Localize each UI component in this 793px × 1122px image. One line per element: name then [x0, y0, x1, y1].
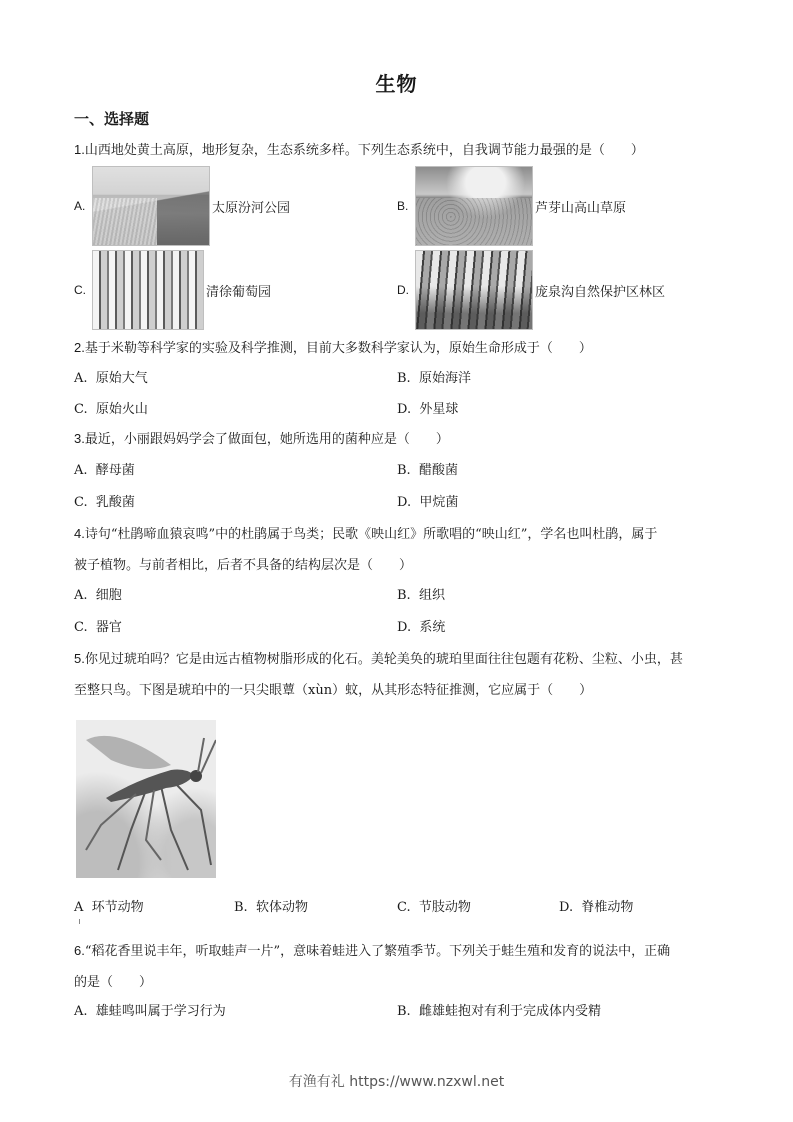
- option-letter: C.: [74, 402, 88, 417]
- question-text-line1: 你见过琥珀吗？它是由远古植物树脂形成的化石。美轮美奂的琥珀里面往往包题有花粉、尘粒、小虫，甚: [84, 652, 683, 667]
- option-caption: 太原汾河公园: [212, 200, 291, 216]
- option-text: 组织: [418, 588, 445, 603]
- question-text: 基于米勒等科学家的实验及科学推测，目前大多数科学家认为，原始生命形成于（ ）: [84, 341, 592, 356]
- option-text: 醋酸菌: [418, 463, 458, 478]
- option-4c: [74, 618, 122, 638]
- option-letter: D.: [397, 283, 409, 297]
- question-number: 1.: [74, 142, 85, 157]
- question-number: 2.: [74, 340, 85, 355]
- option-text: 细胞: [95, 588, 122, 603]
- option-text: 器官: [95, 620, 122, 635]
- option-letter: A.: [74, 1004, 88, 1019]
- option-text: 雄蛙鸣叫属于学习行为: [95, 1004, 226, 1019]
- option-letter: A: [74, 900, 84, 915]
- option-2d: [397, 400, 458, 420]
- option-text: 外星球: [419, 402, 459, 417]
- forest-reserve-photo: [415, 250, 533, 330]
- option-3c: [74, 493, 135, 513]
- option-1d: [397, 250, 665, 330]
- option-letter: A.: [74, 588, 88, 603]
- option-text: 软体动物: [255, 900, 308, 915]
- option-caption: 庞泉沟自然保护区林区: [535, 284, 666, 300]
- option-6a: [74, 1002, 226, 1022]
- option-letter: C.: [74, 495, 88, 510]
- option-4b: [397, 586, 445, 606]
- question-text-line2: 至整只鸟。下图是琥珀中的一只尖眼蕈（xùn）蚊，从其形态特征推测，它应属于（ ）: [74, 683, 593, 698]
- option-3a: [74, 461, 135, 481]
- option-3b: [397, 461, 458, 481]
- city-park-photo: [92, 166, 210, 246]
- mosquito-illustration: [76, 720, 216, 878]
- stray-mark: [79, 919, 80, 924]
- option-letter: B.: [397, 463, 411, 478]
- question-text: 山西地处黄土高原，地形复杂，生态系统多样。下列生态系统中，自我调节能力最强的是（ ）: [84, 143, 644, 158]
- option-letter: B.: [397, 1004, 411, 1019]
- question-4: [74, 518, 724, 581]
- option-letter: A.: [74, 463, 88, 478]
- option-letter: C.: [74, 620, 88, 635]
- question-text: 最近，小丽跟妈妈学会了做面包，她所选用的菌种应是（ ）: [84, 432, 449, 447]
- question-text-line2: 的是（ ）: [74, 975, 153, 990]
- option-text: 系统: [419, 620, 446, 635]
- option-letter: D.: [559, 900, 574, 915]
- option-letter: B.: [234, 900, 248, 915]
- question-number: 3.: [74, 431, 85, 446]
- vineyard-photo: [92, 250, 204, 330]
- option-5b: [234, 898, 308, 918]
- page-footer-watermark: 有渔有礼 https://www.nzxwl.net: [288, 1074, 505, 1090]
- option-text: 脊椎动物: [581, 900, 634, 915]
- amber-mosquito-photo: [76, 720, 216, 878]
- option-text: 节肢动物: [418, 900, 471, 915]
- option-letter: C.: [397, 900, 411, 915]
- option-4d: [397, 618, 445, 638]
- option-text: 原始大气: [95, 371, 148, 386]
- option-3d: [397, 493, 458, 513]
- option-5d: [559, 898, 633, 918]
- question-text-line1: 诗句“杜鹃啼血猿哀鸣”中的杜鹃属于鸟类；民歌《映山红》所歌唱的“映山红”，学名也叫杜鹃，属于: [84, 527, 658, 542]
- option-letter: A.: [74, 199, 86, 213]
- option-letter: B.: [397, 371, 411, 386]
- option-caption: 芦芽山高山草原: [535, 200, 627, 216]
- option-2c: [74, 400, 148, 420]
- option-2b: [397, 369, 471, 389]
- alpine-grassland-photo: [415, 166, 533, 246]
- option-letter: D.: [397, 620, 412, 635]
- option-text: 原始火山: [95, 402, 148, 417]
- question-1: [74, 134, 724, 166]
- question-2: [74, 332, 724, 364]
- option-5c: [397, 898, 471, 918]
- option-1c: [74, 250, 271, 330]
- option-1b: [397, 166, 626, 246]
- question-number: 5.: [74, 651, 85, 666]
- section-heading: 一、选择题: [74, 110, 150, 128]
- option-6b: [397, 1002, 601, 1022]
- option-text: 原始海洋: [418, 371, 471, 386]
- question-5: [74, 643, 724, 706]
- question-number: 4.: [74, 526, 85, 541]
- option-letter: D.: [397, 495, 412, 510]
- option-letter: C.: [74, 283, 86, 297]
- option-text: 酵母菌: [95, 463, 135, 478]
- question-text-line2: 被子植物。与前者相比，后者不具备的结构层次是（ ）: [74, 558, 413, 573]
- option-letter: B.: [397, 588, 411, 603]
- document-title: 生物: [375, 72, 418, 96]
- option-text: 环节动物: [91, 900, 144, 915]
- question-3: [74, 423, 724, 455]
- option-letter: A.: [74, 371, 88, 386]
- option-4a: [74, 586, 122, 606]
- option-text: 甲烷菌: [419, 495, 459, 510]
- option-1a: [74, 166, 290, 246]
- question-number: 6.: [74, 943, 85, 958]
- option-5a: [74, 898, 144, 918]
- option-letter: D.: [397, 402, 412, 417]
- question-text-line1: “稻花香里说丰年，听取蛙声一片”，意味着蛙进入了繁殖季节。下列关于蛙生殖和发育的说法中，正确: [84, 944, 671, 959]
- option-letter: B.: [397, 199, 409, 213]
- option-text: 乳酸菌: [95, 495, 135, 510]
- option-2a: [74, 369, 148, 389]
- option-text: 雌雄蛙抱对有利于完成体内受精: [418, 1004, 601, 1019]
- question-6: [74, 935, 724, 998]
- option-caption: 清徐葡萄园: [206, 284, 272, 300]
